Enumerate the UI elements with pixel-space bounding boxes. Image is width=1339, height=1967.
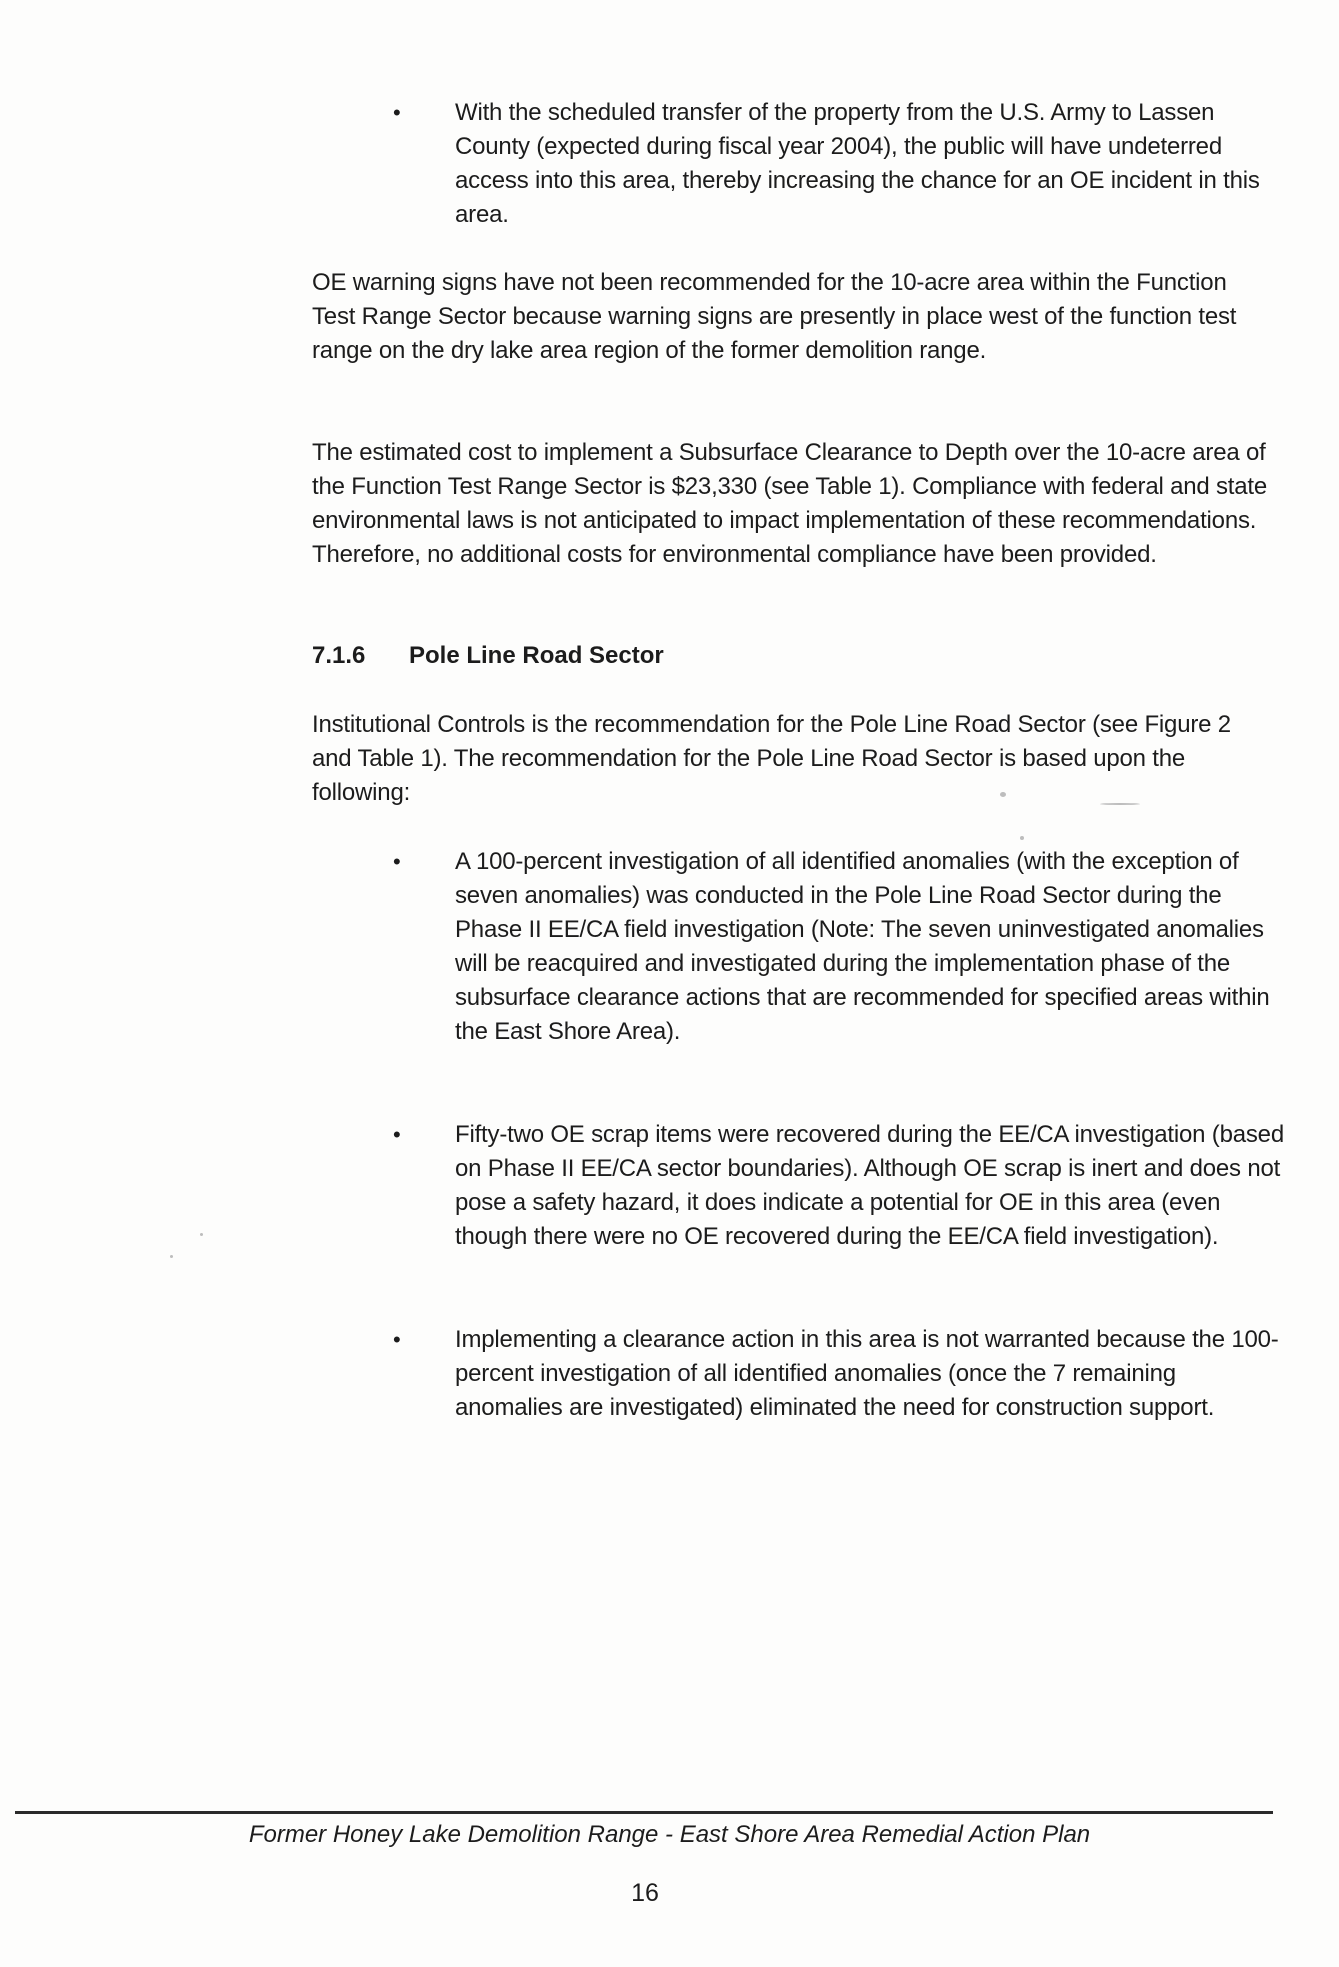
section-heading (312, 639, 664, 673)
page-number: 16 (631, 1879, 659, 1907)
scan-speck (1020, 836, 1024, 840)
bullet-icon: • (393, 100, 401, 125)
footer-title: Former Honey Lake Demolition Range - East Shore Area Remedial Action Plan (248, 1821, 1091, 1848)
bullet-icon: • (393, 849, 401, 874)
bullet-icon: • (393, 1122, 401, 1147)
bullet-item-oe-scrap (393, 1118, 1285, 1293)
paragraph-estimated-cost: The estimated cost to implement a Subsurface Clearance to Depth over the 10-acre area of the Function Test Range Sector is $23,330 (see Table 1). Compliance with federal and state environmental laws is not anticipated to impact implementation of these recommendations. Therefore, no additional costs for environmental compliance have been provided. (312, 439, 1268, 568)
bullet-item-transfer (393, 96, 1285, 236)
paragraph-section-intro: Institutional Controls is the recommendation for the Pole Line Road Sector (see Figure 2 and Table 1). The recommendation for the Pole Line Road Sector is based upon the following: (312, 711, 1231, 806)
bullet-icon: • (393, 1327, 401, 1352)
bullet-text: Fifty-two OE scrap items were recovered during the EE/CA investigation (based on Phase II EE/CA sector boundaries). Although OE scrap is inert and does not pose a safety hazard, it does indicate a potential for OE in this area (even though there were no OE recovered during the EE/CA field investigation). (455, 1121, 1284, 1250)
footer-rule (15, 1811, 1273, 1814)
bullet-item-investigation (393, 845, 1285, 1085)
section-title: Pole Line Road Sector (409, 642, 664, 669)
scan-speck (200, 1233, 203, 1236)
scan-speck (1100, 803, 1140, 805)
paragraph-warning-signs: OE warning signs have not been recommended for the 10-acre area within the Function Test Range Sector because warning signs are presently in place west of the function test range on the dry lake area region of the former demolition range. (312, 269, 1237, 364)
bullet-text: Implementing a clearance action in this area is not warranted because the 100-percent investigation of all identified anomalies (once the 7 remaining anomalies are investigated) eliminated the need for construction support. (455, 1326, 1279, 1421)
bullet-text: With the scheduled transfer of the property from the U.S. Army to Lassen County (expected during fiscal year 2004), the public will have undeterred access into this area, thereby increasing the chance for an OE incident in this area. (455, 99, 1260, 228)
section-number: 7.1.6 (312, 642, 366, 669)
bullet-text: A 100-percent investigation of all identified anomalies (with the exception of seven anomalies) was conducted in the Pole Line Road Sector during the Phase II EE/CA field investigation (Note: The seven uninvestigated anomalies will be reacquired and investigated during the implementation phase of the subsurface clearance actions that are recommended for specified areas within the East Shore Area). (455, 848, 1270, 1045)
scan-speck (1000, 792, 1006, 797)
scan-speck (170, 1255, 173, 1258)
bullet-item-clearance (393, 1323, 1285, 1463)
